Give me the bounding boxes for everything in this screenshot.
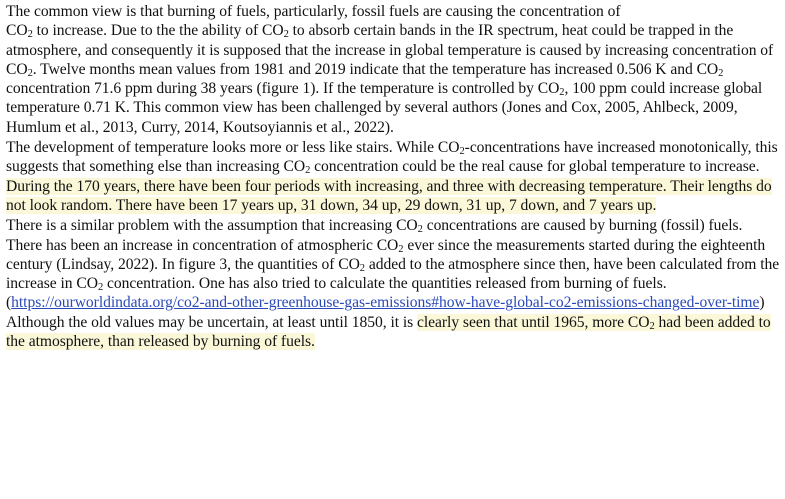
text-span: ) Although the old values may be uncertain, at least until 1850, it is (6, 294, 765, 331)
text-span: There is a similar problem with the assumption that increasing CO (6, 217, 418, 235)
subscript: 2 (27, 67, 33, 79)
text-span: concentration could be the real cause for global temperature to increase. (310, 158, 760, 176)
text-span: to increase. Due to the the ability of CO (32, 22, 284, 40)
text-span: concentration. One has also tried to calculate the quantities released from burning of fuels. ( (6, 275, 667, 312)
subscript: 2 (459, 146, 465, 158)
emissions-link[interactable]: https://ourworldindata.org/co2-and-other-greenhouse-gas-emissions#how-have-global-co2-emissions-changed-over-time (11, 294, 760, 312)
paragraph-fossil-fuels (6, 216, 781, 351)
text-span: to absorb certain bands in the IR spectrum, heat could be trapped in the atmosphere, and consequently it is supposed that the increase in global temperature is caused by increasing concentration of CO (6, 22, 774, 78)
subscript: 2 (398, 243, 404, 255)
subscript: 2 (559, 87, 565, 99)
text-span: concentrations are caused by burning (fossil) fuels. There has been an increase in concentration of atmospheric CO (6, 217, 743, 254)
subscript: 2 (417, 224, 423, 236)
subscript: 2 (27, 29, 33, 41)
subscript: 2 (97, 282, 104, 294)
text-span: concentration 71.6 ppm during 38 years (figure 1). If the temperature is controlled by CO (6, 80, 560, 98)
highlighted-text: During the 170 years, there have been four periods with increasing, and three with decreasing temperature. Their lengths do not look random. There have been 17 years up, 31 down, 34 up, 29 down, 31 up, 7 down, and 7 years up. (6, 177, 772, 214)
text-span: added to the atmosphere since then, have been calculated from the increase in CO (6, 255, 780, 293)
text-span: CO (6, 22, 28, 40)
paragraph-common-view (6, 2, 781, 137)
text-span: clearly seen that until 1965, more CO (417, 313, 650, 331)
text-span: -concentrations have increased monotonically, this suggests that something else than increasing CO (6, 139, 778, 176)
paragraph-temperature-stairs (6, 138, 781, 215)
subscript: 2 (718, 67, 724, 79)
text-span: The common view is that burning of fuels, particularly, fossil fuels are causing the concentration of (6, 3, 621, 20)
subscript: 2 (283, 29, 289, 41)
text-span: The development of temperature looks more or less like stairs. While CO (6, 139, 460, 157)
subscript: 2 (359, 262, 365, 274)
subscript: 2 (649, 320, 655, 332)
text-span: had been added to the atmosphere, than released by burning of fuels. (6, 313, 771, 351)
text-span: . Twelve months mean values from 1981 and 2019 indicate that the temperature has increased 0.506 K and CO (32, 60, 719, 78)
text-span: ever since the measurements started during the eighteenth century (Lindsay, 2022). In figure 3, the quantities of CO (6, 236, 766, 273)
subscript: 2 (305, 165, 311, 177)
document-page (6, 2, 781, 351)
text-span: , 100 ppm could increase global temperature 0.71 K. This common view has been challenged by several authors (Jones and Cox, 2005, Ahlbeck, 2009, Humlum et al., 2013, Curry, 2014, Koutsoyiannis et al., 2022). (6, 80, 763, 136)
